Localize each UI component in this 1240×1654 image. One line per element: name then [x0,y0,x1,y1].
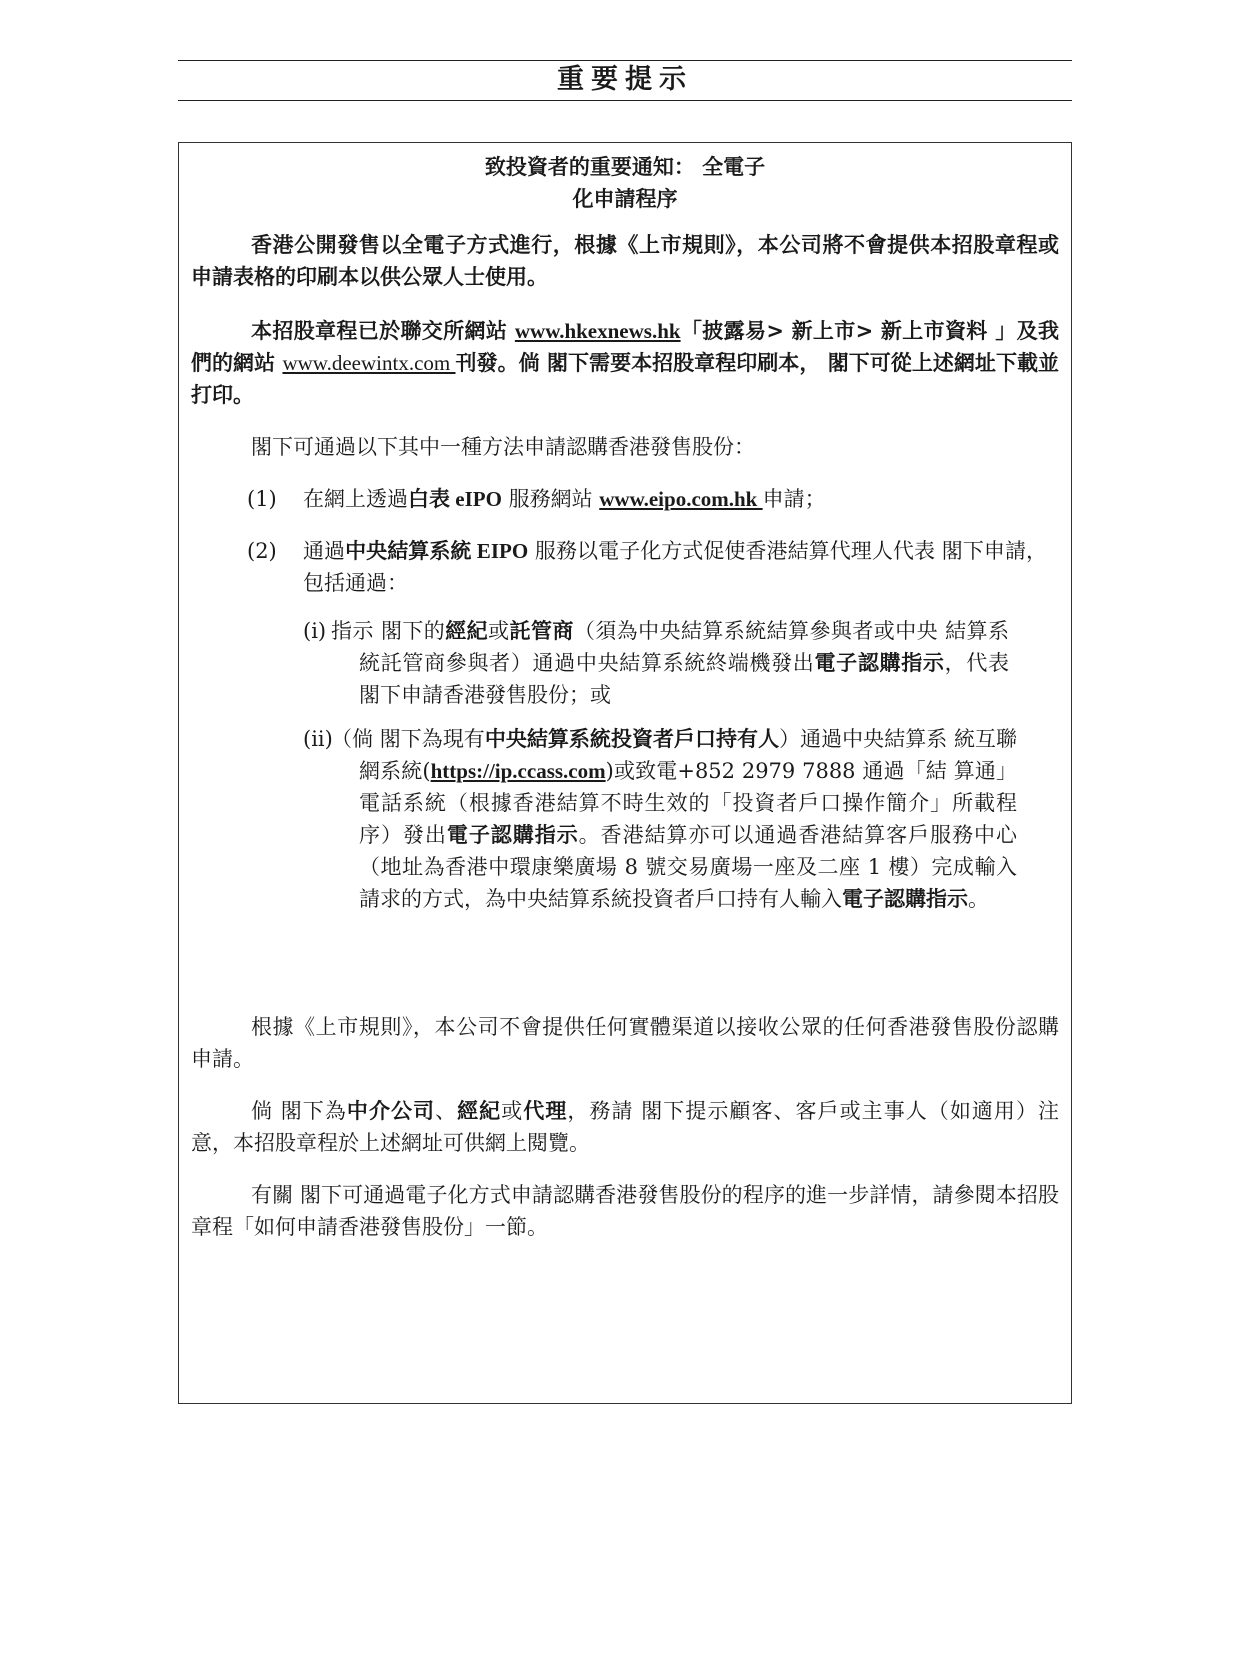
no-physical-channel-paragraph: 根據《上市規則》，本公司不會提供任何實體渠道以接收公眾的任何香港發售股份認購申請。 [191,1015,1059,1071]
sub-ii-text-b: ）通過中央結算系 統互聯網系統( [359,727,1017,783]
sub-i-text-c: （須為中央結算系統結算參與者或中央 結算系統託管商參與者）通過中央結算系統終端機發出 [359,619,1010,675]
intermediary-paragraph [191,1095,1059,1159]
item2-eipo: EIPO [471,539,529,563]
sub-i-text-b: 或 [488,619,510,643]
notice-title-line1: 致投資者的重要通知： 全電子 [484,155,766,179]
para5-broker: 經紀 [457,1099,502,1123]
sub-ii-eapi-1: 電子認購指示 [446,823,579,847]
item1-text-a: 在網上透過 [303,487,408,511]
item1-text-c: 申請； [762,487,826,511]
item1-white-form: 白表 [408,487,450,511]
page-title: 重要提示 [557,64,693,95]
sub-ii-text-c: )或致電+852 2979 7888 通過「結 算通」電話系統（根據香港結算不時生效的「投資者戶口操作簡介」所載程序）發出 [359,759,1017,847]
para5-text-c: ，務請 閣下提示顧客、客戶或主事人（如適用）注意，本招股章程於上述網址可供網上閱覽。 [191,1099,1060,1155]
deewintx-link[interactable]: www.deewintx.com [282,351,456,375]
sub-ii-text-e: 。 [968,887,989,911]
sub-ii-investor-participant: 中央結算系統投資者戶口持有人 [484,727,780,751]
sub-i-text-a: 指示 閣下的 [331,619,446,643]
para5-intermediary: 中介公司 [346,1099,436,1123]
prospectus-availability-paragraph [191,315,1059,411]
item2-ccass: 中央結算系統 [345,539,472,563]
sub-ii-eapi-2: 電子認購指示 [842,887,968,911]
sub-i-eapi: 電子認購指示 [814,651,945,675]
further-details-paragraph: 有關 閣下可通過電子化方式申請認購香港發售股份的程序的進一步詳情，請參閱本招股章程「如何申請香港發售股份」一節。 [191,1183,1059,1239]
sub-i-custodian: 託管商 [509,619,574,643]
sub-item-ii-label: (ii) [303,727,333,751]
methods-intro-paragraph: 閣下可通過以下其中一種方法申請認購香港發售股份： [251,435,755,459]
method-item-2-number: (2) [247,539,277,563]
para5-sep-2: 或 [501,1099,524,1123]
sub-ii-text-d: 。香港結算亦可以通過香港結算客戶服務中心（地址為香港中環康樂廣場 8 號交易廣場一座及二座 1 樓）完成輸入請求的方式，為中央結算系統投資者戶口持有人輸入 [359,823,1018,911]
header-bottom-rule [178,100,1072,101]
eipo-website-link[interactable]: www.eipo.com.hk [599,487,763,511]
electronic-only-paragraph: 香港公開發售以全電子方式進行，根據《上市規則》，本公司將不會提供本招股章程或申請表格的印刷本以供公眾人士使用。 [191,233,1059,289]
item1-eipo: eIPO [450,487,502,511]
item1-text-b: 服務網站 [501,487,600,511]
sub-i-text-d: ，代表 閣下申請香港發售股份；或 [359,651,1010,707]
hkexnews-link[interactable]: www.hkexnews.hk [514,319,681,343]
para2-text-c: 刊發。倘 閣下需要本招股章程印刷本， 閣下可從上述網址下載並打印。 [191,351,1060,407]
sub-i-broker: 經紀 [445,619,489,643]
item2-text-a: 通過 [303,539,346,563]
para5-text-a: 倘 閣下為 [251,1099,347,1123]
item2-text-b: 服務以電子化方式促使香港結算代理人代表 閣下申請，包括通過： [303,539,1048,595]
sub-ii-text-a: （倘 閣下為現有 [331,727,485,751]
method-item-1-number: (1) [247,487,277,511]
ccass-link[interactable]: https://ip.ccass.com [430,759,606,783]
para5-sep-1: 、 [435,1099,458,1123]
notice-box [178,142,1072,1404]
para5-agent: 代理 [523,1099,568,1123]
para2-text-a: 本招股章程已於聯交所網站 [251,319,515,343]
notice-title-line2: 化申請程序 [572,187,678,211]
para2-text-b: 「披露易> 新上市> 新上市資料 」及我們的網站 [191,319,1059,375]
sub-item-i-label: (i) [303,619,327,643]
